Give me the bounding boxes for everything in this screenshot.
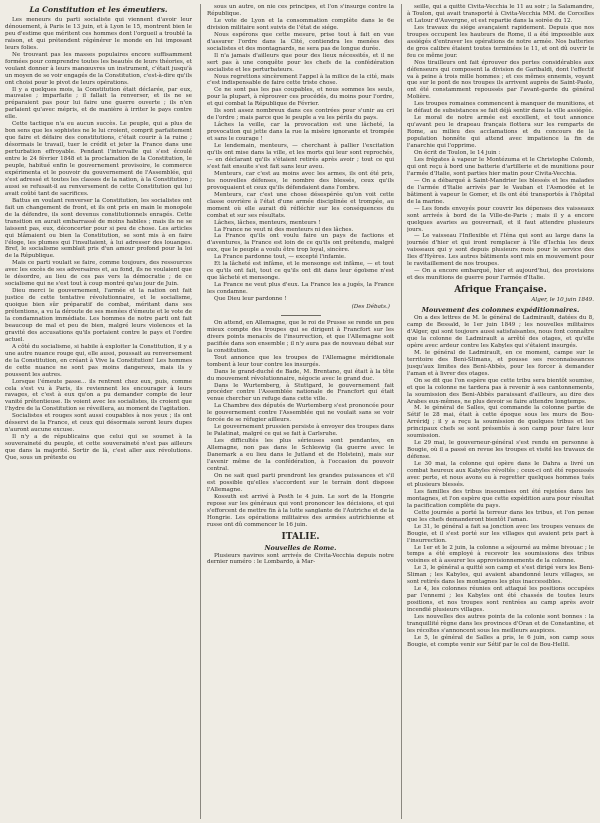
paragraph: Le 1er et le 2 juin, la colonne a séjourné au même bivouac ; le temps a été employé à recevoir les soumissions des tribus voisines et à assurer les approvisionnements de la colonne. xyxy=(407,544,594,565)
paragraph: Le 5, le général de Salles a pris, le 6 juin, son camp sous Bougie, et compte venir sur Sétif par le col de Bou-Hellil. xyxy=(407,634,594,648)
paragraph: Menteurs, car c'est une chose désespérée qu'on voit cette classe ouvrière à l'état d'une armée disciplinée et trompée, au moment où elle aurait dû réfléchir sur les conséquences du combat et sur ses résultats. xyxy=(207,191,394,219)
paragraph: Les troupes romaines commencent à manquer de munitions, et le défaut de subsistances se fait déjà sentir dans la ville assiégée. xyxy=(407,101,594,115)
paragraph: Il n'a jamais d'ailleurs que pour des lieux nécessités, et il ne sert pas à une conquête pour les chefs de la confédération socialiste et les perturbateurs. xyxy=(207,52,394,73)
paragraph: Le vote de Lyon et la consommation complète dans le 6e division militaire sont suivis de l'état de siége. xyxy=(207,17,394,31)
paragraph: Le lendemain, menteurs, — cherchant à pallier l'excitation qu'ils ont mise dans la ville, et les morts qui leur sont reprochés, — en déclarant qu'ils s'étaient retirés après avoir ; tout ce qui s'est fait ensuite s'est fait sans leur aveu. xyxy=(207,143,394,170)
paragraph: Le 30 mai, la colonne qui opère dans le Dahra a livré un combat heureux aux Kabyles révoltés ; ceux-ci ont été repoussés avec perte, et nous avons eu à regretter quelques hommes tués et plusieurs blessés. xyxy=(407,461,594,488)
paragraph: Mais ce parti voulait se faire, comme toujours, des ressources avec les excès de ses adversaires et, au fond, ils ne voulaient que le désordre, au lieu de ces pas vers la démocratie ; de ce socialisme qui ne s'est tout à coup montré qu'au jour de Juin. xyxy=(5,260,192,288)
paragraph: Le moral de notre armée est excellent, et tout annonce qu'avant peu le drapeau français flottera sur les remparts de Rome, au milieu des acclamations et du concours de la population honnête qui attend avec impatience la fin de l'anarchie qui l'opprime. xyxy=(407,115,594,150)
paragraph: Le 29 mai, le gouverneur-général s'est rendu en personne à Bougie, où il a passé en revue les troupes et visité les travaux de défense. xyxy=(407,440,594,461)
paragraph: Ils sont assez nombreux dans ces contrées pour s'unir au cri de l'ordre ; mais parce que le peuple a vu les périls du pays. xyxy=(207,108,394,122)
paragraph: Les nouvelles des autres points de la colonie sont bonnes : la tranquillité règne dans les provinces d'Oran et de Constantine, et les récoltes s'annoncent sous les meilleurs auspices. xyxy=(407,614,594,634)
paragraph: Le gouvernement prussien persiste à envoyer des troupes dans le Palatinat, malgré ce qui se fait à Carlsruhe. xyxy=(207,424,394,438)
paragraph: M. le général de Salles, qui commande la colonne partie de Sétif le 28 mai, était à cette époque sous les murs de Bou-Arréridj ; il y a reçu la soumission de quelques tribus et les principaux chefs se sont présentés à son camp pour faire leur soumission. xyxy=(407,405,594,440)
paragraph: Nous espérons que cette mesure, prise tout à fait en vue d'assurer l'ordre dans la Cité, contiendra les menées des socialistes et des montagnards, ne sera pas de longue durée. xyxy=(207,31,394,52)
column-rule xyxy=(200,4,201,819)
paragraph: Lâches la veille, car la provocation est une lâcheté, la provocation qui jette dans la rue la misère ignorante et trompée et sans le courage ! xyxy=(207,122,394,143)
paragraph: La France pardonne tout, — excepté l'infamie. xyxy=(214,254,346,261)
paragraph: On ne sait quel parti prendront les grandes puissances et s'il est possible qu'elles s'accordent sur le terrain dont dispose l'Allemagne. xyxy=(207,472,394,493)
paragraph: Les travaux du siége avançaient rapidement. Depuis que nos troupes occupent les hauteurs de Rome, il a été impossible aux assiégés d'entraver les opérations de notre armée. Nos batteries de gros calibre étaient toutes terminées le 11, et ont dû ouvrir le feu ce même jour. xyxy=(407,24,594,59)
paragraph: Nos tirailleurs ont fait éprouver des pertes considérables aux défenseurs qui composent la division de Garibaldi, dont l'effectif va à peine à trois mille hommes ; et ces mêmes ennemis, voyant que sur le pont de nos troupes ils arrivent auprès de Saint-Paolo, ont été constamment repoussés par l'avant-garde du général Molière. xyxy=(407,59,594,101)
paragraph: La France ne veut ni des menteurs ni des lâches. xyxy=(214,226,354,233)
paragraph: Les difficultés les plus sérieuses sont pendantes, en Allemagne, non pas dans le Schleswig (la guerre avec le Danemark a eu lieu dans le Jutland et de Holstein), mais sur l'avenir même de la confédération, à l'occasion du pouvoir central. xyxy=(207,438,394,472)
article-source: (Des Débats.) xyxy=(351,303,390,310)
paragraph: Dans le Wurtemberg, à Stuttgard, le gouvernement fait procéder contre l'Assemblée nationale de Francfort qui était venue chercher un refuge dans cette ville. xyxy=(207,382,394,403)
paragraph: Il n'y a de républicains que celui qui se soumet à la souveraineté du peuple, et cette souveraineté n'est pas ailleurs que dans la majorité. Sortir de là, c'est aller aux révolutions. Que, sous un prétexte ou xyxy=(5,434,192,462)
paragraph: Plusieurs navires sont arrivés de Civita-Vecchia depuis notre dernier numéro : le Lombardo, à Mar- xyxy=(207,552,394,566)
paragraph: Cette journée a porté la terreur dans les tribus, et l'on pense que les chefs demanderont bientôt l'aman. xyxy=(407,509,594,523)
column-rule xyxy=(401,4,402,819)
paragraph: sous un autre, on nie ces principes, et l'on s'insurge contre la République. xyxy=(207,4,394,17)
paragraph: — On a encore embarqué, hier et aujourd'hui, des provisions et des munitions de guerre pour l'armée d'Italie. xyxy=(407,268,594,282)
paragraph: Les familles des tribus insoumises ont été rejetées dans les montagnes, et l'on espère que cette expédition aura pour résultat la pacification complète du pays. xyxy=(407,488,594,509)
article-heading-constitution: La Constitution et les émeutiers. xyxy=(29,5,168,14)
paragraph: On attend, en Allemagne, que le roi de Prusse se rende un peu mieux compte des troupes qui se dirigent à Francfort sur les divers points menacés de l'insurrection, et que l'Allemagne soit pacifiée dans son ensemble ; il n'y aura pas de nouveau débat sur la constitution. xyxy=(207,319,394,354)
dateline: Alger, le 10 juin 1849. xyxy=(531,297,594,304)
paragraph: Les frégates à vapeur le Montézuma et le Christophe Colomb, qui ont reçu à bord une batterie d'artillerie et de munitions pour l'armée d'Italie, sont parties hier matin pour Civita-Vecchia. xyxy=(407,156,594,177)
paragraph: On écrit de Toulon, le 14 juin : xyxy=(414,150,501,157)
paragraph: Socialistes et rouges sont aussi coupables à nos yeux ; ils ont désservi de la France, et ceux qui désormais seront leurs dupes n'auront aucune excuse. xyxy=(5,413,192,434)
paragraph: Lâches, lâches, menteurs, menteurs ! xyxy=(214,219,321,226)
section-heading-afrique: Afrique Française. xyxy=(454,285,547,296)
column-middle xyxy=(207,4,394,819)
paragraph: Nous regrettons sincèrement l'appel à la milice de la cité, mais c'est indispensable de faire cette triste chose. xyxy=(207,73,394,87)
section-subheading: Mouvement des colonnes expéditionnaires. xyxy=(421,306,580,315)
paragraph: Cette tactique n'a eu aucun succès. Le peuple, qui a plus de bon sens que les sophistes ne le lui croient, comprit parfaitement que faire et défaire des constitutions, c'était courir à la ruine ; désormais le travail, tuer le crédit et jeter la France dans une perturbation effroyable. Pendant l'intervalle qui s'est écoulé entre le 24 février 1848 et la proclamation de la Constitution, le peuple, habitué enfin le gouvernement provisoire, le commerce expérimenta et le pouvoir du gouvernement de l'Assemblée, qui s'est adressé et toutes les classes de la nation, à la Constitution ; aussi se refusait-il au renversement de cette Constitution qui lui avait coûté tant de sacrifices. xyxy=(5,121,192,197)
paragraph: Menteurs, car c'est au moins avec les armes, ils ont été pris, les nouvelles défenses, le nombre des blessés, ceux qu'ils provoquaient et ceux qu'ils défendaient dans l'ombre. xyxy=(207,170,394,191)
paragraph: M. le général de Ladmirault, en ce moment, campe sur le territoire des Beni-Slimans, et pousse ses reconnaissances jusqu'aux limites des Beni-Abbès, pour les forcer à demander l'aman et à livrer des otages. xyxy=(407,349,594,377)
paragraph: Ne trouvant pas les masses populaires encore suffisamment formées pour comprendre toutes les beautés de leurs théories, et voulant donner à leurs manœuvres un instrument, c'était jusqu'à un moyen de se voir engagés de la Constitution, c'est-à-dire qu'ils ont choisi pour le pivot de leurs opérations. xyxy=(5,51,192,86)
paragraph: Il y a quelques mois, la Constitution était déclarée, par eux, mauvaise ; imparfaite ; il fallait la renverser, et ils ne se préparaient pas pour lui faire une guerre ouverte ; ils n'en parlaient qu'avec mépris, et de manière à irriter le pays contre elle. xyxy=(5,86,192,121)
column-right xyxy=(407,4,594,819)
section-divider xyxy=(281,315,321,316)
paragraph: — Les fonds envoyés pour couvrir les dépenses des vaisseaux sont arrivés à bord de la Ville-de-Paris ; mais il y a encore quelques avaries au gouvernail, et il faut attendre plusieurs jours. xyxy=(407,205,594,233)
paragraph: Tout annonce que les troupes de l'Allemagne méridionale tombent à leur tour contre les insurgés. xyxy=(207,354,394,368)
paragraph: Le 3, le général a quitté son camp et s'est dirigé vers les Beni-Sliman ; les Kabyles, qui avaient abandonné leurs villages, se sont retirés dans les montagnes les plus inaccessibles. xyxy=(407,565,594,586)
paragraph: Que Dieu leur pardonne ! xyxy=(214,296,287,303)
paragraph: seille, qui a quitté Civita-Vecchia le 11 au soir ; la Salamandre, à Toulon, qui avait transporté à Civita-Vecchia MM. de Corcelles et Latour d'Auvergne, et est repartie dans la soirée du 12. xyxy=(407,4,594,24)
section-subheading: Nouvelles de Rome. xyxy=(264,543,337,552)
paragraph: — On a débarqué à Saint-Mandrier les blessés et les malades de l'armée d'Italie arrivés par le Vauban et l'Asmodée et le bâtiment à vapeur le Gomer, et ils ont été transportés à l'hôpital de la marine. xyxy=(407,177,594,205)
paragraph: La France ne veut plus d'eux. La France les a jugés, la France les condamne. xyxy=(207,282,394,296)
paragraph: Dans le grand-duché de Bade, M. Brentano, qui était à la tête du mouvement révolutionnaire, négocie avec le grand duc. xyxy=(207,368,394,382)
paragraph: Les meneurs du parti socialiste qui viennent d'avoir leur dénouement, à Paris le 13 juin, et à Lyon le 15, montrent bien le peu d'estime que méritent ces hommes dont l'orgueil a troublé la raison, et qui prétendent régénérer le monde en lui imposant leurs folies. xyxy=(5,17,192,51)
paragraph: A côté du socialisme, si habile à exploiter la Constitution, il y a une autre nuance rouge qui, elle aussi, poussait au renversement de la Constitution, en créant à Vive la Constitution! Les hommes de cette nuance ne sont pas moins dangereux, mais ils y poussent les autres. xyxy=(5,343,192,378)
section-heading-italie: ITALIE. xyxy=(281,531,320,542)
paragraph: On a des lettres de M. le général de Ladmirault, datées du 8, camp de Bessaïd, le 1er juin 1849 ; les nouvelles militaires d'Alger, qui sont toujours aussi satisfaisantes, nous font connaître que la colonne de Ladmirault a arrêté des otages, et qu'elle opère avec ardeur contre les Kabyles qui s'étaient insurgés. xyxy=(407,315,594,349)
paragraph: Le 4, les colonnes réunies ont attaqué les positions occupées par l'ennemi ; les Kabyles ont été chassés de toutes leurs positions, et nos troupes sont rentrées au camp après avoir incendié plusieurs villages. xyxy=(407,586,594,614)
paragraph: La France qu'ils ont voulu faire un pays de factions et d'aventures, la France est loin de ce qu'ils ont prétendu, malgré eux, que le peuple a voulu être trop loyal, sincère. xyxy=(207,233,394,254)
paragraph: Le 31, le général a fait sa jonction avec les troupes venues de Bougie, et il s'est porté sur les villages qui avaient pris part à l'insurrection. xyxy=(407,523,594,544)
paragraph: Lorsque l'émeute passe... ils rentrent chez eux, puis, comme cela s'est vu à Paris, ils reviennent les encourager à leurs ravages, et c'est à eux qu'on a pu demander compte de leur vanité prétentieuse. Ils voient avec les socialistes, ils croient que l'hydre de la Constitution se réveillera, au moment de l'agitation. xyxy=(5,378,192,413)
column-left xyxy=(5,4,192,819)
paragraph: Ce ne sont pas les pas coupables, et nous sommes les seuls, pour la plupart, à réprouver ces procédés, du moins pour l'ordre, et qui combat la République de Février. xyxy=(207,87,394,108)
paragraph: Battus en voulant renverser la Constitution, les socialistes ont fait un changement de front, et ils ont pris en main le monopole de la défendre, ils sont devenus constitutionnels enragés. Cette transition en aurait embarrassé de moins habiles ; mais ils ne se laissent pas, eux, déconcerter pour si peu de chose. Les articles qui blâmaient ou bien la Constitution, se sont mis à en faire l'éloge, les plumes qui l'insultaient, à lui adresser des louanges. Bref, le socialisme semblait pris d'un amour profond pour la loi de la République. xyxy=(5,197,192,260)
paragraph: Dieu merci le gouvernement, l'armée et la nation ont fait justice de cette tentative révolutionnaire, et le socialisme, quoique bien sûr préparatif de combat, méritant dans ses prétentions, a vu la déroute de ses menées d'émeute et le vote de la condamnation immédiate. Les hommes de notre parti ont fait beaucoup de mal et peu de bien, malgré leurs violences et la gravité des accusations qu'ils portaient contre le pays et l'ordre actuel. xyxy=(5,288,192,343)
paragraph: On se dit que l'on espère que cette tribu sera bientôt soumise, et que la colonne ne tardera pas à revenir à ses cantonnements, la soumission des Beni-Abbès paraissant d'ailleurs, au dire des Arabes eux-mêmes, ne plus devoir se faire attendre longtemps. xyxy=(407,377,594,405)
paragraph: Et la lâcheté est infâme, et le mensonge est infâme, — et tout ce qu'ils ont fait, tout ce qu'ils ont dit dans leur égoïsme n'est que lâcheté et mensonge. xyxy=(207,261,394,282)
paragraph: Kossuth est arrivé à Pesth le 4 juin. Le sort de la Hongrie repose sur les généraux qui vont prononcer les décisions, et qui s'efforcent de mettre fin à la lutte sanglante de l'Autriche et de la Hongrie. Les opérations militaires des armées autrichienne et russe ont dû commencer le 16 juin. xyxy=(207,493,394,528)
paragraph: La Chambre des députés de Wurtemberg s'est prononcée pour le gouvernement contre l'Assemblée qui ne voulait sans se voir forcée de se réfugier ailleurs. xyxy=(207,403,394,424)
paragraph: — Le vaisseau l'Inflexible et l'Iéna qui sont au large dans la journée d'hier et qui iront remplacer à l'île d'Ischia les deux vaisseaux qui y sont depuis plusieurs mois pour le service des Iles d'Hyères. Les autres bâtiments sont mis en mouvement pour le ravitaillement de nos troupes. xyxy=(407,233,594,268)
